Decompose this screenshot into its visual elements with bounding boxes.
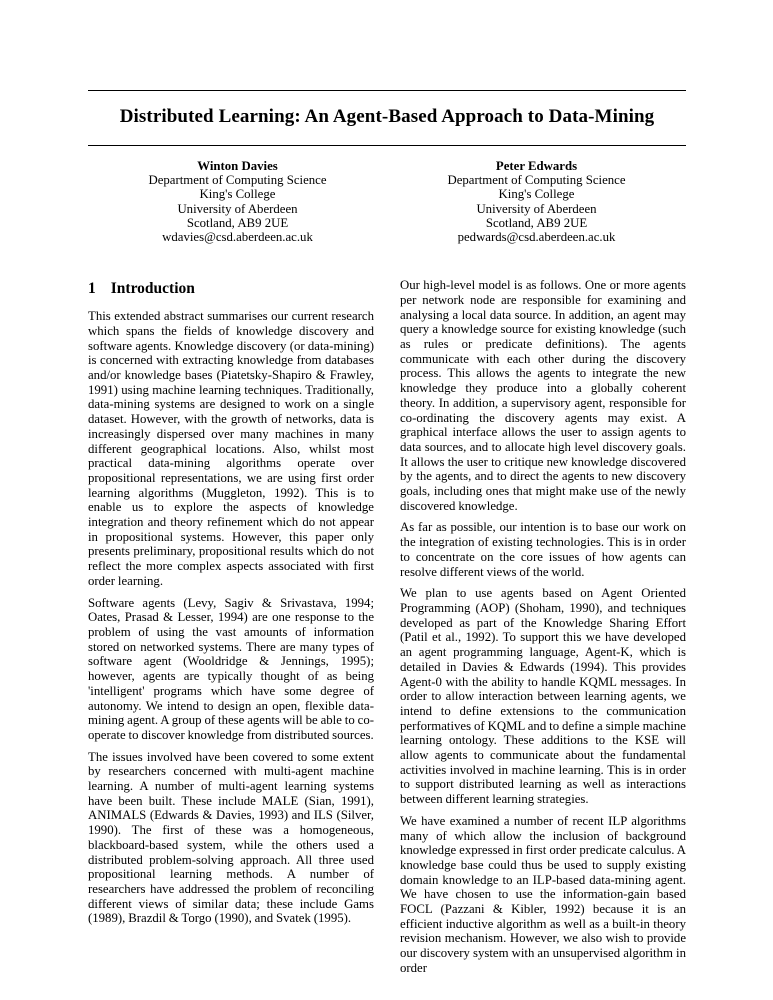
right-column [400,278,686,982]
author-email: wdavies@csd.aberdeen.ac.uk [162,230,313,245]
author-location: Scotland, AB9 2UE [186,215,289,230]
author-department: Department of Computing Science [447,173,626,188]
author-block-left [88,159,387,244]
section-heading [88,280,374,298]
section-title: Introduction [110,280,195,298]
two-column-body [88,278,686,982]
body-paragraph: As far as possible, our intention is to base our work on the integration of existing technologies. This is in order to concentrate on the core issues of how agents can resolve different views of the world. [400,520,686,579]
author-university: University of Aberdeen [476,201,597,216]
body-paragraph: This extended abstract summarises our current research which spans the fields of knowledge discovery and software agents. Knowledge discovery (or data-mining) is concerned with extracting knowledge from databases and/or knowledge bases (Piatetsky-Shapiro & Frawley, 1991) using machine learning techniques. Traditionally, data-mining systems are designed to work on a single dataset. However, with the growth of networks, data is increasingly dispersed over many machines in many different geographical locations. Also, whilst most practical data-mining algorithms operate over propositional representations, we are using first order learning algorithms (Muggleton, 1992). This is to enable us to explore the aspects of knowledge integration and theory refinement which do not appear in propositional systems. However, this paper only presents preliminary, propositional results which do not reflect the more complex aspects associated with first order learning. [88,309,374,588]
left-column [88,278,374,982]
body-paragraph: The issues involved have been covered to some extent by researchers concerned with multi-agent machine learning. A number of multi-agent learning systems have been built. These include MALE (Sian, 1991), ANIMALS (Edwards & Davies, 1993) and ILS (Silver, 1990). The first of these was a homogeneous, blackboard-based system, while the others used a distributed problem-solving approach. All three used propositional learning methods. A number of researchers have addressed the problem of reconciling different views of similar data; these include Gams (1989), Brazdil & Torgo (1990), and Svatek (1995). [88,749,374,926]
body-paragraph: We plan to use agents based on Agent Oriented Programming (AOP) (Shoham, 1990), and techniques developed as part of the Knowledge Sharing Effort (Patil et al., 1992). To support this we have developed an agent programming language, Agent-K, which is detailed in Davies & Edwards (1994). This provides Agent-0 with the ability to handle KQML messages. In order to allow interaction between learning agents, we intend to define extensions to the communication performatives of KQML and to define a simple machine learning ontology. These additions to the KSE will allow agents to communicate about the fundamental activities involved in machine learning. This is in order to support distributed learning as well as interactions between different learning strategies. [400,586,686,807]
authors-block [88,159,686,244]
paper-title: Distributed Learning: An Agent-Based Approach to Data-Mining [119,106,655,127]
author-college: King's College [498,187,575,202]
body-paragraph: We have examined a number of recent ILP algorithms many of which allow the inclusion of background knowledge expressed in first order predicate calculus. A knowledge base could thus be used to supply existing domain knowledge to an ILP-based data-mining agent. We have chosen to use the information-gain based FOCL (Pazzani & Kibler, 1992) because it is an efficient inductive algorithm as well as a built-in theory revision mechanism. However, we also wish to provide our discovery system with an unsupervised algorithm in order [400,813,686,975]
author-college: King's College [199,187,276,202]
author-university: University of Aberdeen [177,201,298,216]
author-name: Peter Edwards [495,159,578,173]
author-email: pedwards@csd.aberdeen.ac.uk [457,230,616,245]
header-rule-bottom [88,145,686,146]
author-department: Department of Computing Science [148,173,327,188]
body-paragraph: Our high-level model is as follows. One or more agents per network node are responsible for examining and analysing a local data source. In addition, an agent may query a knowledge source for existing knowledge (such as rules or predicate definitions). The agents communicate with each other during the discovery process. This allows the agents to integrate the new knowledge they produce into a globally coherent theory. In addition, a supervisory agent, responsible for co-ordinating the discovery agents may exist. A graphical interface allows the user to assign agents to data sources, and to allocate high level discovery goals. It allows the user to critique new knowledge discovered by the agents, and to direct the agents to new discovery goals, including ones that might make use of the newly discovered knowledge. [400,278,686,513]
author-location: Scotland, AB9 2UE [485,215,588,230]
author-block-right [387,159,686,244]
author-name: Winton Davies [197,159,278,173]
body-paragraph: Software agents (Levy, Sagiv & Srivastava, 1994; Oates, Prasad & Lesser, 1994) are one response to the problem of using the vast amounts of information stored on networked systems. There are many types of software agent (Wooldridge & Jennings, 1995); however, agents are typically thought of as being 'intelligent' programs which have some degree of autonomy. We intend to design an open, flexible data-mining agent. A group of these agents will be able to co-operate to discover knowledge from distributed sources. [88,595,374,742]
section-number: 1 [88,280,96,298]
